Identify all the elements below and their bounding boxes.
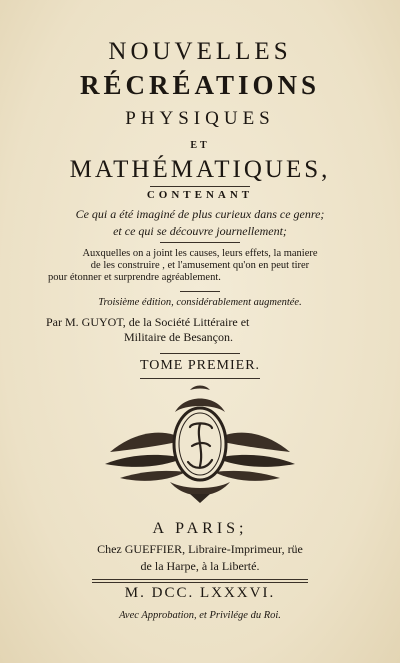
author-block — [46, 315, 249, 345]
divider-rule — [150, 186, 250, 187]
title-line-recreations: RÉCRÉATIONS — [79, 70, 321, 100]
title-line-nouvelles: NOUVELLES — [108, 38, 292, 65]
title-line-mathematiques: MATHÉMATIQUES, — [69, 156, 331, 183]
author-line-1: Par M. GUYOT, de la Société Littéraire et — [46, 315, 250, 329]
title-line-physiques: PHYSIQUES — [125, 108, 275, 129]
divider-rule — [92, 582, 308, 583]
edition-note: Troisième édition, considérablement augmentée. — [98, 297, 302, 308]
imprint-line-1: Chez GUEFFIER, Libraire-Imprimeur, rüe — [97, 542, 303, 556]
description-line-2: de les construire , et l'amusement qu'on en peut tirer — [90, 260, 310, 271]
divider-rule — [160, 242, 240, 243]
imprint-line-2: de la Harpe, à la Liberté. — [140, 559, 260, 573]
tome-label: TOME PREMIER. — [139, 358, 261, 373]
subtitle-line-1: Ce qui a été imaginé de plus curieux dans ce genre; — [75, 207, 325, 221]
divider-rule — [92, 579, 308, 580]
author-line-2: Militaire de Besançon. — [124, 330, 233, 344]
divider-rule — [140, 378, 260, 379]
subtitle-line-2: et ce qui se découvre journellement; — [113, 224, 287, 238]
title-line-contenant: CONTENANT — [146, 189, 254, 201]
monogram-cartouche-ornament — [100, 382, 300, 504]
divider-rule — [180, 291, 220, 292]
description-line-3: pour étonner et surprendre agréablement. — [48, 272, 221, 283]
title-line-et: ET — [190, 140, 210, 151]
description-line-1: Auxquelles on a joint les causes, leurs effets, la maniere — [82, 248, 318, 259]
publication-date: M. DCC. LXXXVI. — [124, 585, 276, 601]
approbation-note: Avec Approbation, et Privilége du Roi. — [119, 610, 281, 621]
divider-rule — [160, 353, 240, 354]
imprint-city: A PARIS; — [152, 520, 248, 537]
